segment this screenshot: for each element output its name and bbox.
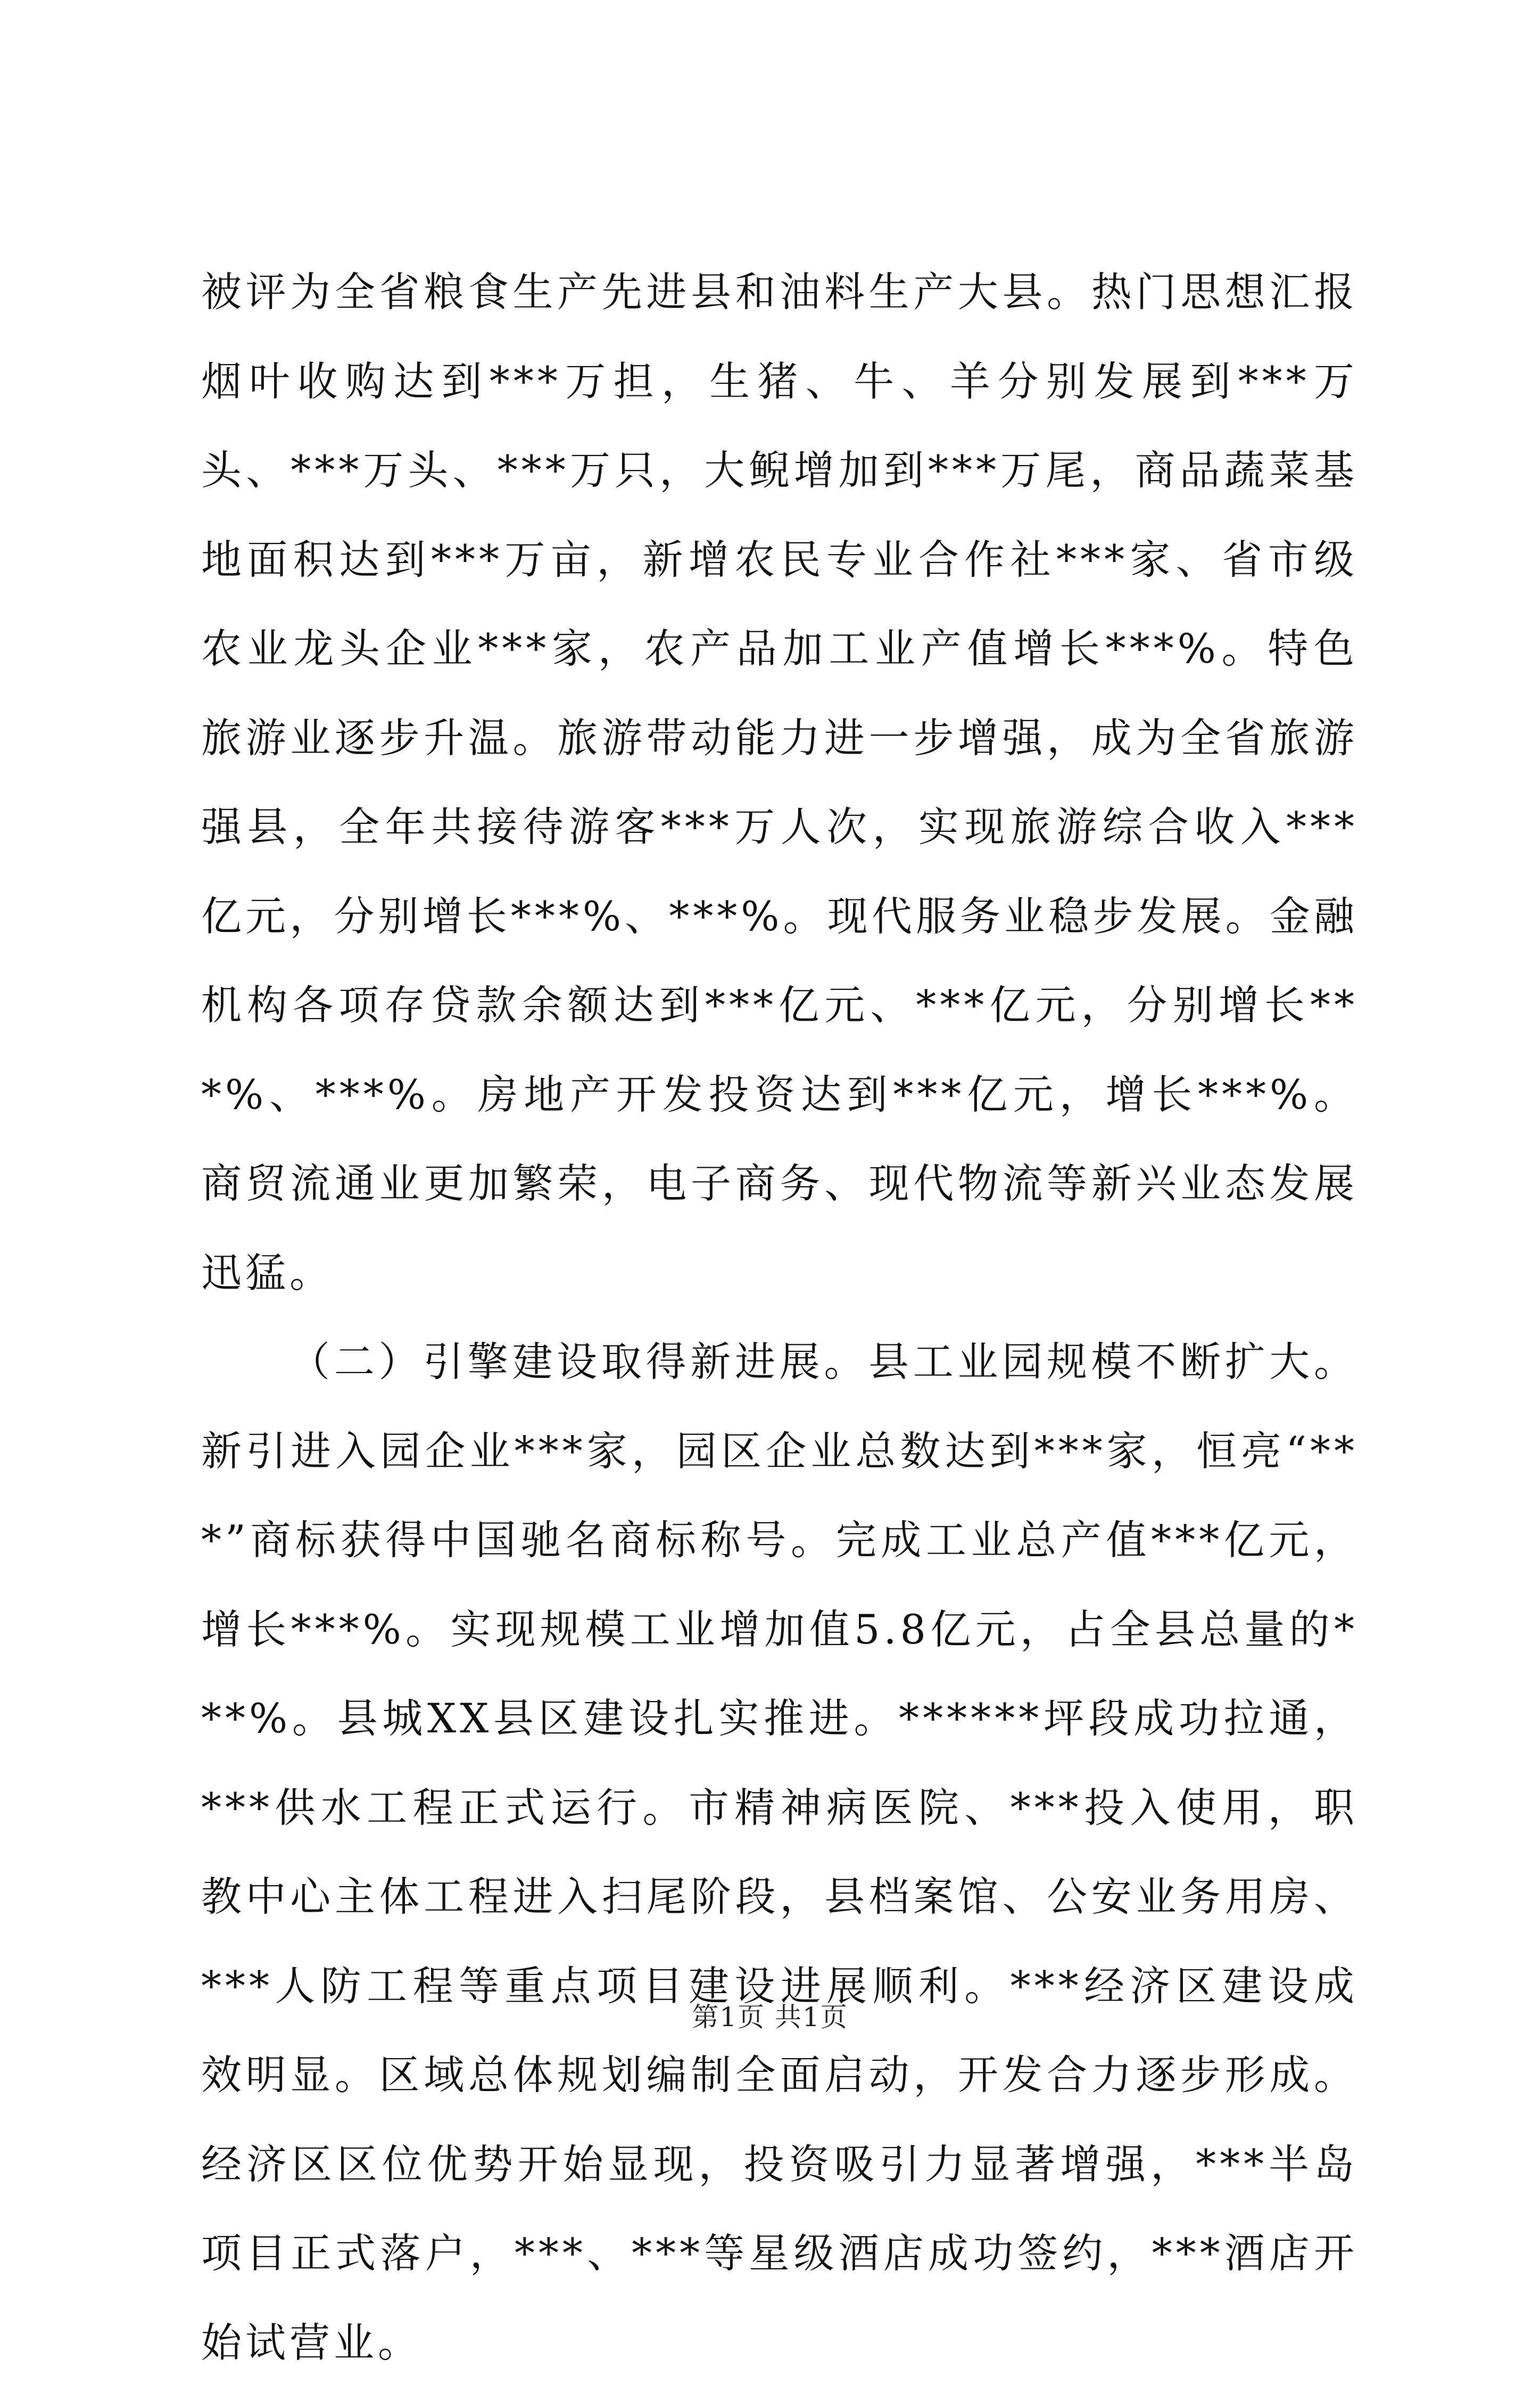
document-body <box>201 247 1358 2387</box>
paragraph-1: 被评为全省粮食生产先进县和油料生产大县。热门思想汇报烟叶收购达到***万担，生猪、牛、羊分别发展到***万头、***万头、***万只，大鲵增加到***万尾，商品蔬菜基地面积达到***万亩，新增农民专业合作社***家、省市级农业龙头企业***家，农产品加工业产值增长***%。特色旅游业逐步升温。旅游带动能力进一步增强，成为全省旅游强县，全年共接待游客***万人次，实现旅游综合收入***亿元，分别增长***%、***%。现代服务业稳步发展。金融机构各项存贷款余额达到***亿元、***亿元，分别增长***%、***%。房地产开发投资达到***亿元，增长***%。商贸流通业更加繁荣，电子商务、现代物流等新兴业态发展迅猛。 <box>201 268 1358 1296</box>
paragraph-2: （二）引擎建设取得新进展。县工业园规模不断扩大。新引进入园企业***家，园区企业总数达到***家，恒亮“***”商标获得中国驰名商标称号。完成工业总产值***亿元，增长***%。实现规模工业增加值5.8亿元，占全县总量的***%。县城XX县区建设扎实推进。******坪段成功拉通，***供水工程正式运行。市精神病医院、***投入使用，职教中心主体工程进入扫尾阶段，县档案馆、公安业务用房、***人防工程等重点项目建设进展顺利。***经济区建设成效明显。区域总体规划编制全面启动，开发合力逐步形成。经济区区位优势开始显现，投资吸引力显著增强，***半岛项目正式落户，***、***等星级酒店成功签约，***酒店开始试营业。 <box>201 1338 1358 2366</box>
page-footer: 第1页 共1页 <box>692 2002 848 2033</box>
